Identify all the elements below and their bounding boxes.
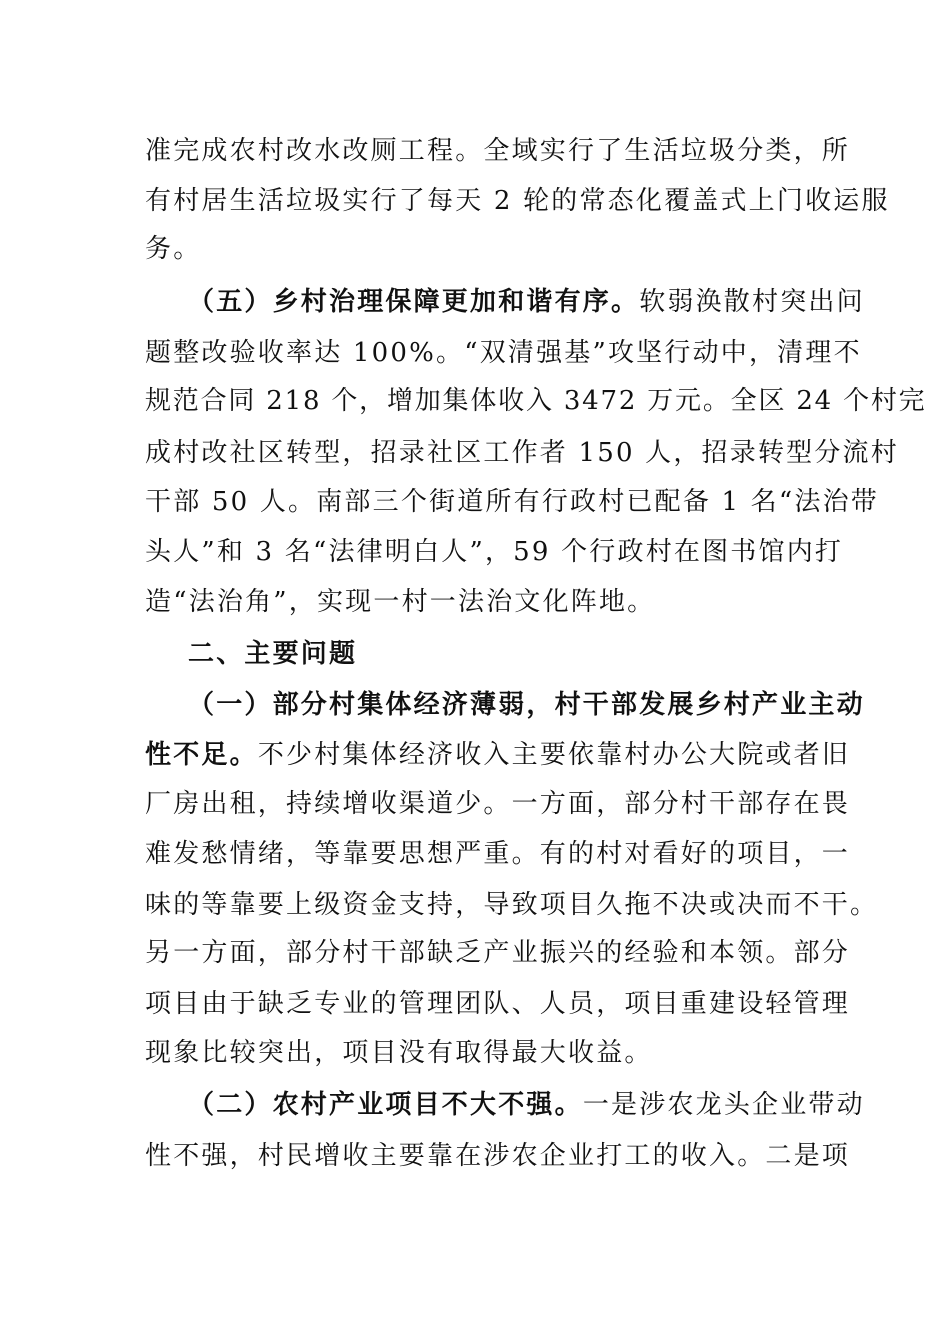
text-line xyxy=(145,384,927,418)
text-line xyxy=(145,738,851,772)
text-segment: 性不强，村民增收主要靠在涉农企业打工的收入。二是项 xyxy=(145,1141,851,1171)
text-line xyxy=(145,336,862,370)
text-line xyxy=(145,436,899,470)
text-segment: 干部 50 人。南部三个街道所有行政村已配备 1 名“法治带 xyxy=(145,487,879,517)
text-line xyxy=(145,837,851,871)
text-segment: 规范合同 218 个，增加集体收入 3472 万元。全区 24 个村完 xyxy=(145,386,927,416)
text-segment: 味的等靠要上级资金支持，导致项目久拖不决或决而不干。 xyxy=(145,890,879,920)
section-heading-main-problems: 二、主要问题 xyxy=(188,639,358,669)
text-segment: 头人”和 3 名“法律明白人”，59 个行政村在图书馆内打 xyxy=(145,537,844,567)
text-segment: 厂房出租，持续增收渠道少。一方面，部分村干部存在畏 xyxy=(145,789,851,819)
text-segment: 难发愁情绪，等靠要思想严重。有的村对看好的项目，一 xyxy=(145,839,851,869)
text-segment: 一是涉农龙头企业带动 xyxy=(582,1090,865,1120)
subsection-heading-two: （二）农村产业项目不大不强。 xyxy=(188,1090,583,1120)
text-line xyxy=(145,134,851,168)
section-heading-five: （五）乡村治理保障更加和谐有序。 xyxy=(188,287,640,317)
text-segment: 造“法治角”，实现一村一法治文化阵地。 xyxy=(145,587,656,617)
text-segment: 成村改社区转型，招录社区工作者 150 人，招录转型分流村 xyxy=(145,438,899,468)
text-segment: 不少村集体经济收入主要依靠村办公大院或者旧 xyxy=(257,740,851,770)
text-line xyxy=(145,232,825,266)
text-line xyxy=(145,485,879,519)
subsection-heading-one: （一）部分村集体经济薄弱，村干部发展乡村产业主动 xyxy=(188,690,865,720)
text-line xyxy=(188,285,868,319)
text-line xyxy=(188,637,868,671)
text-segment: 现象比较突出，项目没有取得最大收益。 xyxy=(145,1038,653,1068)
text-line xyxy=(188,1088,868,1122)
text-line xyxy=(145,184,890,218)
text-line xyxy=(145,585,825,619)
text-line xyxy=(145,1036,825,1070)
text-segment: 准完成农村改水改厕工程。全域实行了生活垃圾分类，所 xyxy=(145,136,851,166)
text-segment: 务。 xyxy=(145,234,202,264)
text-line xyxy=(145,787,851,821)
text-line xyxy=(145,936,851,970)
text-line xyxy=(145,1139,851,1173)
text-segment: 题整改验收率达 100%。“双清强基”攻坚行动中，清理不 xyxy=(145,338,862,368)
text-line xyxy=(145,888,879,922)
text-line xyxy=(145,535,844,569)
subsection-heading-one-cont: 性不足。 xyxy=(145,740,258,770)
text-segment: 另一方面，部分村干部缺乏产业振兴的经验和本领。部分 xyxy=(145,938,851,968)
text-segment: 项目由于缺乏专业的管理团队、人员，项目重建设轻管理 xyxy=(145,989,851,1019)
text-line xyxy=(188,688,868,722)
text-segment: 软弱涣散村突出问 xyxy=(639,287,865,317)
text-segment: 有村居生活垃圾实行了每天 2 轮的常态化覆盖式上门收运服 xyxy=(145,186,890,216)
text-line xyxy=(145,987,851,1021)
